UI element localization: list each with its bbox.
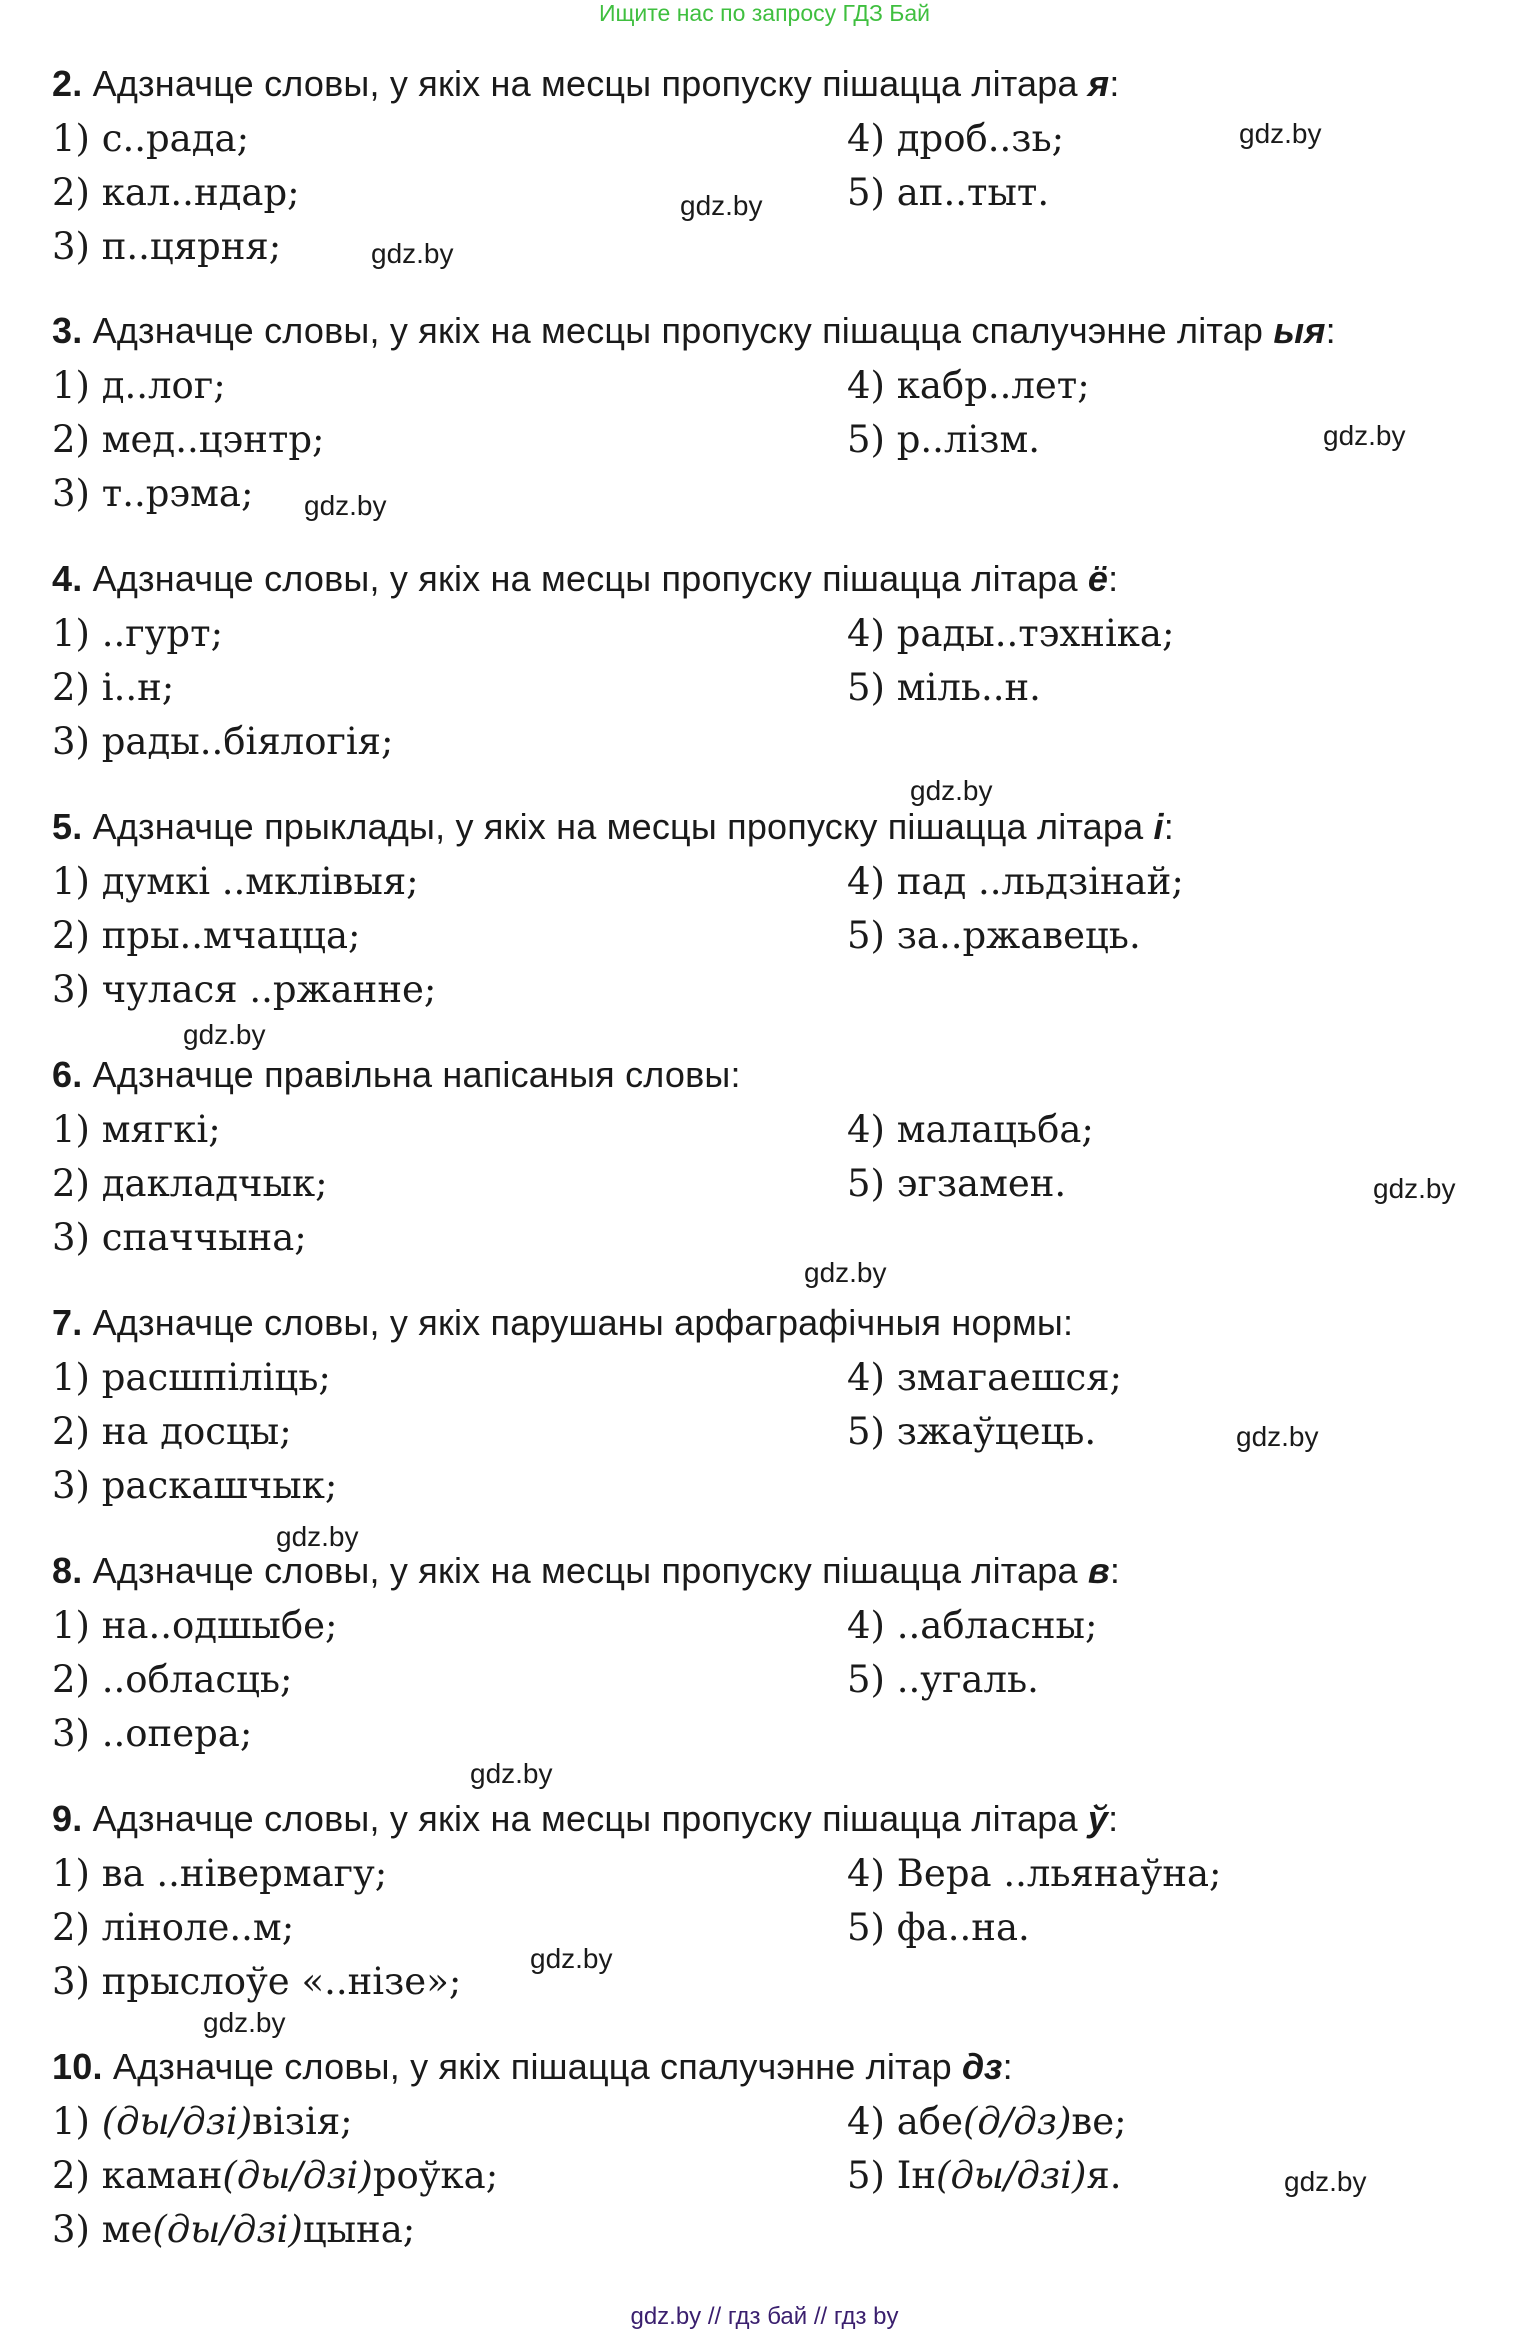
task-question bbox=[52, 806, 1522, 847]
option-text: 1) на..одшыбе; bbox=[52, 1604, 338, 1647]
answer-option bbox=[847, 171, 1050, 214]
option-text: 1) ..гурт; bbox=[52, 612, 224, 655]
answer-option bbox=[847, 2100, 1127, 2143]
option-tail: роўка; bbox=[372, 2154, 499, 2197]
option-variant: (ды/дзі) bbox=[936, 2154, 1087, 2197]
task-3 bbox=[52, 310, 1522, 529]
search-hint-banner: Ищите нас по запросу ГДЗ Бай bbox=[598, 0, 931, 26]
task-text-end: : bbox=[1109, 1550, 1121, 1591]
option-text: 5) за..ржавець. bbox=[847, 914, 1141, 957]
watermark: gdz.by bbox=[680, 190, 763, 221]
answer-option bbox=[847, 666, 1041, 709]
answer-option bbox=[847, 1604, 1098, 1647]
option-text: 1) bbox=[52, 2100, 102, 2143]
task-number: 2. bbox=[52, 63, 83, 104]
task-number: 4. bbox=[52, 558, 83, 599]
option-text: 2) ліноле..м; bbox=[52, 1906, 295, 1949]
answer-option bbox=[52, 1162, 328, 1205]
option-text: 3) спаччына; bbox=[52, 1216, 307, 1259]
task-number: 10. bbox=[52, 2046, 103, 2087]
option-text: 5) ап..тыт. bbox=[847, 171, 1050, 214]
option-tail: цына; bbox=[302, 2208, 416, 2251]
answer-option bbox=[847, 418, 1041, 461]
answer-option bbox=[52, 418, 325, 461]
task-number: 5. bbox=[52, 806, 83, 847]
emphasized-letters: я bbox=[1087, 63, 1110, 104]
answer-option bbox=[847, 1162, 1067, 1205]
task-text-end: : bbox=[1325, 310, 1336, 351]
emphasized-letters: і bbox=[1153, 806, 1164, 847]
task-text: Адзначце словы, у якіх на месцы пропуску пішацца літара bbox=[92, 63, 1088, 104]
answer-option bbox=[52, 1108, 221, 1151]
task-text: Адзначце правільна напісаныя словы: bbox=[92, 1054, 741, 1095]
task-question bbox=[52, 1302, 1522, 1343]
watermark: gdz.by bbox=[276, 1521, 359, 1552]
answer-option bbox=[52, 860, 419, 903]
option-text: 4) змагаешся; bbox=[847, 1356, 1123, 1399]
task-question bbox=[52, 558, 1522, 599]
option-text: 4) пад ..льдзінай; bbox=[847, 860, 1184, 903]
option-text: 4) ..абласны; bbox=[847, 1604, 1098, 1647]
option-text: 2) мед..цэнтр; bbox=[52, 418, 325, 461]
emphasized-letters: ыя bbox=[1273, 310, 1326, 351]
task-number: 6. bbox=[52, 1054, 83, 1095]
answer-options bbox=[52, 1852, 1522, 2017]
option-text: 3) т..рэма; bbox=[52, 472, 254, 515]
watermark: gdz.by bbox=[371, 238, 454, 269]
answer-option bbox=[52, 1410, 292, 1453]
watermark: gdz.by bbox=[1373, 1173, 1456, 1204]
option-text: 4) абе bbox=[847, 2100, 963, 2143]
option-text: 2) на досцы; bbox=[52, 1410, 292, 1453]
option-text: 4) дроб..зь; bbox=[847, 117, 1065, 160]
task-text: Адзначце словы, у якіх пішацца спалучэнне літар bbox=[112, 2046, 962, 2087]
task-number: 7. bbox=[52, 1302, 83, 1343]
emphasized-letters: ё bbox=[1087, 558, 1109, 599]
answer-option bbox=[52, 1906, 295, 1949]
watermark: gdz.by bbox=[203, 2007, 286, 2038]
task-number: 8. bbox=[52, 1550, 83, 1591]
task-question bbox=[52, 2046, 1522, 2087]
option-text: 3) п..цярня; bbox=[52, 225, 282, 268]
option-text: 3) рады..біялогія; bbox=[52, 720, 394, 763]
answer-options bbox=[52, 1604, 1522, 1769]
option-text: 1) расшпіліць; bbox=[52, 1356, 331, 1399]
answer-option bbox=[52, 1852, 388, 1895]
option-text: 3) ..опера; bbox=[52, 1712, 253, 1755]
task-text: Адзначце словы, у якіх на месцы пропуску пішацца спалучэнне літар bbox=[92, 310, 1274, 351]
option-text: 4) рады..тэхніка; bbox=[847, 612, 1175, 655]
option-text: 3) ме bbox=[52, 2208, 153, 2251]
answer-option bbox=[52, 1658, 293, 1701]
watermark: gdz.by bbox=[1323, 420, 1406, 451]
answer-option bbox=[52, 1712, 253, 1755]
answer-option bbox=[52, 914, 361, 957]
task-question bbox=[52, 1054, 1522, 1095]
answer-option bbox=[52, 364, 226, 407]
task-question bbox=[52, 1798, 1522, 1839]
task-7 bbox=[52, 1302, 1522, 1521]
option-text: 5) Ін bbox=[847, 2154, 937, 2197]
answer-option bbox=[52, 1216, 307, 1259]
answer-option bbox=[52, 225, 282, 268]
watermark: gdz.by bbox=[910, 775, 993, 806]
option-text: 1) мягкі; bbox=[52, 1108, 221, 1151]
task-question bbox=[52, 310, 1522, 351]
task-9 bbox=[52, 1798, 1522, 2017]
option-text: 2) і..н; bbox=[52, 666, 175, 709]
option-text: 4) Вера ..льянаўна; bbox=[847, 1852, 1222, 1895]
option-variant: (д/дз) bbox=[962, 2100, 1072, 2143]
task-text: Адзначце словы, у якіх парушаны арфаграфічныя нормы: bbox=[92, 1302, 1074, 1343]
option-text: 3) раскашчык; bbox=[52, 1464, 338, 1507]
option-text: 1) думкі ..мклівыя; bbox=[52, 860, 419, 903]
answer-option bbox=[52, 666, 175, 709]
option-text: 1) с..рада; bbox=[52, 117, 250, 160]
task-text: Адзначце словы, у якіх на месцы пропуску пішацца літара bbox=[92, 1550, 1088, 1591]
task-text: Адзначце словы, у якіх на месцы пропуску пішацца літара bbox=[92, 558, 1088, 599]
option-text: 3) прыслоўе «..нізе»; bbox=[52, 1960, 462, 2003]
watermark: gdz.by bbox=[1239, 118, 1322, 149]
answer-option bbox=[847, 117, 1065, 160]
task-text-end: : bbox=[1163, 806, 1174, 847]
answer-option bbox=[847, 1658, 1039, 1701]
answer-option bbox=[847, 860, 1184, 903]
task-8 bbox=[52, 1550, 1522, 1769]
watermark: gdz.by bbox=[1236, 1421, 1319, 1452]
task-text-end: : bbox=[1109, 63, 1120, 104]
option-text: 1) д..лог; bbox=[52, 364, 226, 407]
answer-option bbox=[847, 914, 1141, 957]
option-text: 5) ..угаль. bbox=[847, 1658, 1039, 1701]
option-text: 1) ва ..нівермагу; bbox=[52, 1852, 388, 1895]
option-variant: (ды/дзі) bbox=[101, 2100, 253, 2143]
answer-option bbox=[52, 968, 437, 1011]
footer: gdz.by // гдз бай // гдз by bbox=[630, 2303, 899, 2330]
option-variant: (ды/дзі) bbox=[152, 2208, 303, 2251]
option-text: 3) чулася ..ржанне; bbox=[52, 968, 437, 1011]
task-question bbox=[52, 1550, 1522, 1591]
watermark: gdz.by bbox=[304, 490, 387, 521]
answer-option bbox=[847, 364, 1090, 407]
task-text: Адзначце словы, у якіх на месцы пропуску пішацца літара bbox=[92, 1798, 1088, 1839]
option-variant: (ды/дзі) bbox=[222, 2154, 373, 2197]
answer-option bbox=[847, 1906, 1030, 1949]
task-number: 3. bbox=[52, 310, 83, 351]
answer-option bbox=[52, 612, 224, 655]
answer-options bbox=[52, 364, 1522, 529]
watermark: gdz.by bbox=[804, 1257, 887, 1288]
option-tail: візія; bbox=[252, 2100, 353, 2143]
answer-option bbox=[52, 1604, 338, 1647]
option-tail: я. bbox=[1086, 2154, 1122, 2197]
answer-option bbox=[847, 1108, 1094, 1151]
watermark: gdz.by bbox=[470, 1758, 553, 1789]
task-4 bbox=[52, 558, 1522, 777]
watermark: gdz.by bbox=[530, 1943, 613, 1974]
option-text: 2) пры..мчацца; bbox=[52, 914, 361, 957]
answer-option bbox=[52, 1356, 331, 1399]
emphasized-letters: дз bbox=[962, 2046, 1003, 2087]
answer-option bbox=[52, 1464, 338, 1507]
option-text: 5) зжаўцець. bbox=[847, 1410, 1097, 1453]
answer-option bbox=[847, 1852, 1222, 1895]
option-text: 5) р..лізм. bbox=[847, 418, 1041, 461]
option-text: 2) кал..ндар; bbox=[52, 171, 300, 214]
answer-option bbox=[52, 171, 300, 214]
option-tail: ве; bbox=[1071, 2100, 1127, 2143]
answer-option bbox=[847, 2154, 1122, 2197]
watermark: gdz.by bbox=[183, 1019, 266, 1050]
task-6 bbox=[52, 1054, 1522, 1273]
option-text: 5) эгзамен. bbox=[847, 1162, 1067, 1205]
task-2 bbox=[52, 63, 1522, 282]
answer-option bbox=[52, 2208, 416, 2251]
answer-option bbox=[52, 2154, 499, 2197]
option-text: 2) дакладчык; bbox=[52, 1162, 328, 1205]
answer-option bbox=[52, 2100, 353, 2143]
task-text-end: : bbox=[1108, 1798, 1119, 1839]
answer-option bbox=[52, 472, 254, 515]
answer-option bbox=[847, 1356, 1123, 1399]
option-text: 2) ..обласць; bbox=[52, 1658, 293, 1701]
task-question bbox=[52, 63, 1522, 104]
option-text: 5) фа..на. bbox=[847, 1906, 1030, 1949]
option-text: 5) міль..н. bbox=[847, 666, 1041, 709]
emphasized-letters: ў bbox=[1087, 1798, 1109, 1839]
task-text-end: : bbox=[1002, 2046, 1013, 2087]
answer-option bbox=[52, 1960, 462, 2003]
task-5 bbox=[52, 806, 1522, 1025]
watermark: gdz.by bbox=[1284, 2166, 1367, 2197]
answer-options bbox=[52, 612, 1522, 777]
option-text: 4) кабр..лет; bbox=[847, 364, 1090, 407]
option-text: 2) каман bbox=[52, 2154, 223, 2197]
task-text: Адзначце прыклады, у якіх на месцы пропуску пішацца літара bbox=[92, 806, 1154, 847]
answer-option bbox=[847, 1410, 1097, 1453]
option-text: 4) малацьба; bbox=[847, 1108, 1094, 1151]
answer-option bbox=[52, 720, 394, 763]
answer-options bbox=[52, 1108, 1522, 1273]
task-number: 9. bbox=[52, 1798, 83, 1839]
task-10 bbox=[52, 2046, 1522, 2265]
emphasized-letters: в bbox=[1087, 1550, 1110, 1591]
answer-option bbox=[847, 612, 1175, 655]
answer-option bbox=[52, 117, 250, 160]
task-text-end: : bbox=[1108, 558, 1119, 599]
answer-options bbox=[52, 860, 1522, 1025]
